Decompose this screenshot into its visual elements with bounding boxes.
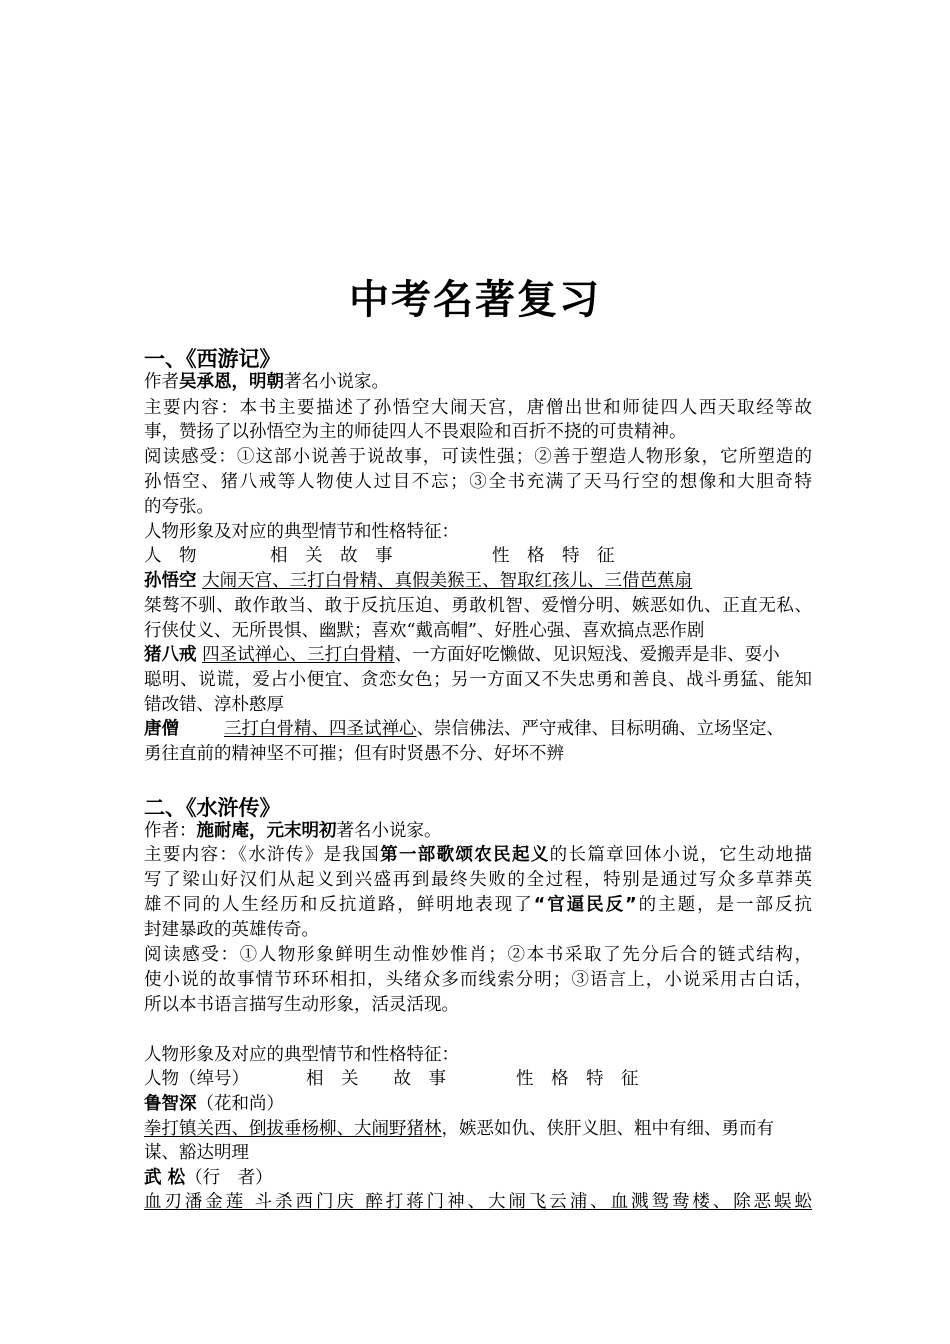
s2-char-wusong <box>144 1166 812 1190</box>
s1-char-sunwukong <box>144 569 812 593</box>
s1-c1-trait-line-2: 行侠仗义、无所畏惧、幽默；喜欢“戴高帽”、好胜心强、喜欢搞点恶作剧 <box>144 621 705 641</box>
s2-char-luzhishen <box>144 1092 812 1116</box>
section-heading-xiyouji: 一、《西游记》 <box>144 347 281 371</box>
s2-c2-name: 武 松 <box>144 1168 186 1188</box>
s2-content-line-3 <box>144 893 812 917</box>
s1-char-zhubajie <box>144 643 812 667</box>
s2-reading-line-2: 使小说的故事情节环环相扣，头绪众多而线索分明；③语言上，小说采用古白话， <box>144 970 812 990</box>
s2-author-suffix: 著名小说家。 <box>336 821 442 841</box>
s2-content-1b: 第一部歌颂农民起义 <box>380 845 550 865</box>
s2-col-trait: 性 格 特 征 <box>516 1069 639 1089</box>
s1-reading-line-1: 阅读感受：①这部小说善于说故事，可读性强；②善于塑造人物形象，它所塑造的 <box>144 447 812 467</box>
s2-content-3b: “官逼民反” <box>533 895 637 915</box>
s2-col-person: 人物（绰号） <box>144 1069 249 1089</box>
s2-chars-intro: 人物形象及对应的典型情节和性格特征： <box>144 1045 459 1065</box>
s2-author-prefix: 作者： <box>144 821 197 841</box>
s1-c3-plot: 三打白骨精、四圣试禅心 <box>224 719 417 739</box>
s1-author-suffix: 著名小说家。 <box>284 372 389 392</box>
s2-content-1a: 主要内容：《水浒传》是我国 <box>144 845 381 865</box>
s1-c3-trait-line-1: 、崇信佛法、严守戒律、目标明确、立场坚定、 <box>416 719 784 739</box>
s2-c1-line-1 <box>144 1117 812 1141</box>
s2-content-line-2: 写了梁山好汉们从起义到兴盛再到最终失败的全过程，特别是通过写众多草莽英 <box>144 870 812 890</box>
s1-content-line-2: 事，赞扬了以孙悟空为主的师徒四人不畏艰险和百折不挠的可贵精神。 <box>144 422 687 442</box>
s1-c2-trait-line-3: 错改错、淳朴憨厚 <box>144 695 284 715</box>
s2-c1-trait-line-2: 谋、豁达明理 <box>144 1143 249 1163</box>
s2-content-line-4: 封建暴政的英雄传奇。 <box>144 920 319 940</box>
s1-chars-intro: 人物形象及对应的典型情节和性格特征： <box>144 522 459 542</box>
s1-c1-trait-line-1: 桀骜不驯、敢作敢当、敢于反抗压迫、勇敢机智、爱憎分明、嫉恶如仇、正直无私、 <box>144 596 812 616</box>
s2-content-1c: 的长篇章回体小说，它生动地描 <box>549 845 813 865</box>
s1-col-plot: 相 关 故 事 <box>270 546 393 566</box>
s1-author-prefix: 作者 <box>144 372 179 392</box>
s1-c2-trait-line-1: 、一方面好吃懒做、见识短浅、爱搬弄是非、耍小 <box>394 645 780 665</box>
s1-column-headers <box>144 544 812 568</box>
s2-content-3a: 雄不同的人生经历和反抗道路，鲜明地表现了 <box>144 895 534 915</box>
s2-c1-name: 鲁智深 <box>144 1094 197 1114</box>
s1-c2-plot: 四圣试禅心、三打白骨精 <box>202 645 395 665</box>
s2-c1-nickname: （花和尚） <box>196 1094 284 1114</box>
s1-char-tangseng <box>144 717 812 741</box>
page-title: 中考名著复习 <box>349 277 601 323</box>
s1-author-line <box>144 370 812 394</box>
s1-c2-trait-line-2: 聪明、说谎，爱占小便宜、贪恋女色；另一方面又不失忠勇和善良、战斗勇猛、能知 <box>144 670 812 690</box>
s2-c2-plot: 血刃潘金莲 斗杀西门庆 醉打蒋门神、大闹飞云浦、血溅鸳鸯楼、除恶蜈蚣 <box>144 1192 812 1212</box>
s1-reading-line-2: 孙悟空、猪八戒等人物使人过目不忘；③全书充满了天马行空的想像和大胆奇特 <box>144 472 812 492</box>
s2-author-name: 施耐庵，元末明初 <box>196 821 337 841</box>
s2-c1-trait-1: ，嫉恶如仇、侠肝义胆、粗中有细、勇而有 <box>441 1119 774 1139</box>
s2-reading-line-1: 阅读感受：①人物形象鲜明生动惟妙惟肖；②本书采取了先分后合的链式结构， <box>144 945 812 965</box>
s1-reading-line-3: 的夸张。 <box>144 497 214 517</box>
s1-col-trait: 性 格 特 征 <box>492 546 615 566</box>
s2-author-line <box>144 819 812 843</box>
s1-col-person: 人 物 <box>144 546 197 566</box>
s1-c2-name: 猪八戒 <box>144 645 197 665</box>
s1-author-name: 吴承恩，明朝 <box>179 372 284 392</box>
s2-c2-plot-line <box>144 1190 812 1214</box>
s1-c3-name: 唐僧 <box>144 719 179 739</box>
s2-column-headers <box>144 1067 812 1091</box>
s2-c2-nickname: （行 者） <box>185 1168 273 1188</box>
s2-col-plot: 相 关 故 事 <box>306 1069 446 1089</box>
s1-c3-trait-line-2: 勇往直前的精神坚不可摧；但有时贤愚不分、好坏不辨 <box>144 744 564 764</box>
s1-c1-plot: 大闹天宫、三打白骨精、真假美猴王、智取红孩儿、三借芭蕉扇 <box>202 571 693 591</box>
section-heading-shuihuzhuan: 二、《水浒传》 <box>144 796 281 820</box>
s2-content-line-1 <box>144 843 812 867</box>
s1-content-line-1: 主要内容：本书主要描述了孙悟空大闹天宫，唐僧出世和师徒四人西天取经等故 <box>144 398 812 418</box>
s2-c1-plot: 拳打镇关西、倒拔垂杨柳、大闹野猪林 <box>144 1119 442 1139</box>
s2-content-3c: 的主题，是一部反抗 <box>636 895 813 915</box>
s1-c1-name: 孙悟空 <box>144 571 197 591</box>
s2-reading-line-3: 所以本书语言描写生动形象，活灵活现。 <box>144 995 459 1015</box>
